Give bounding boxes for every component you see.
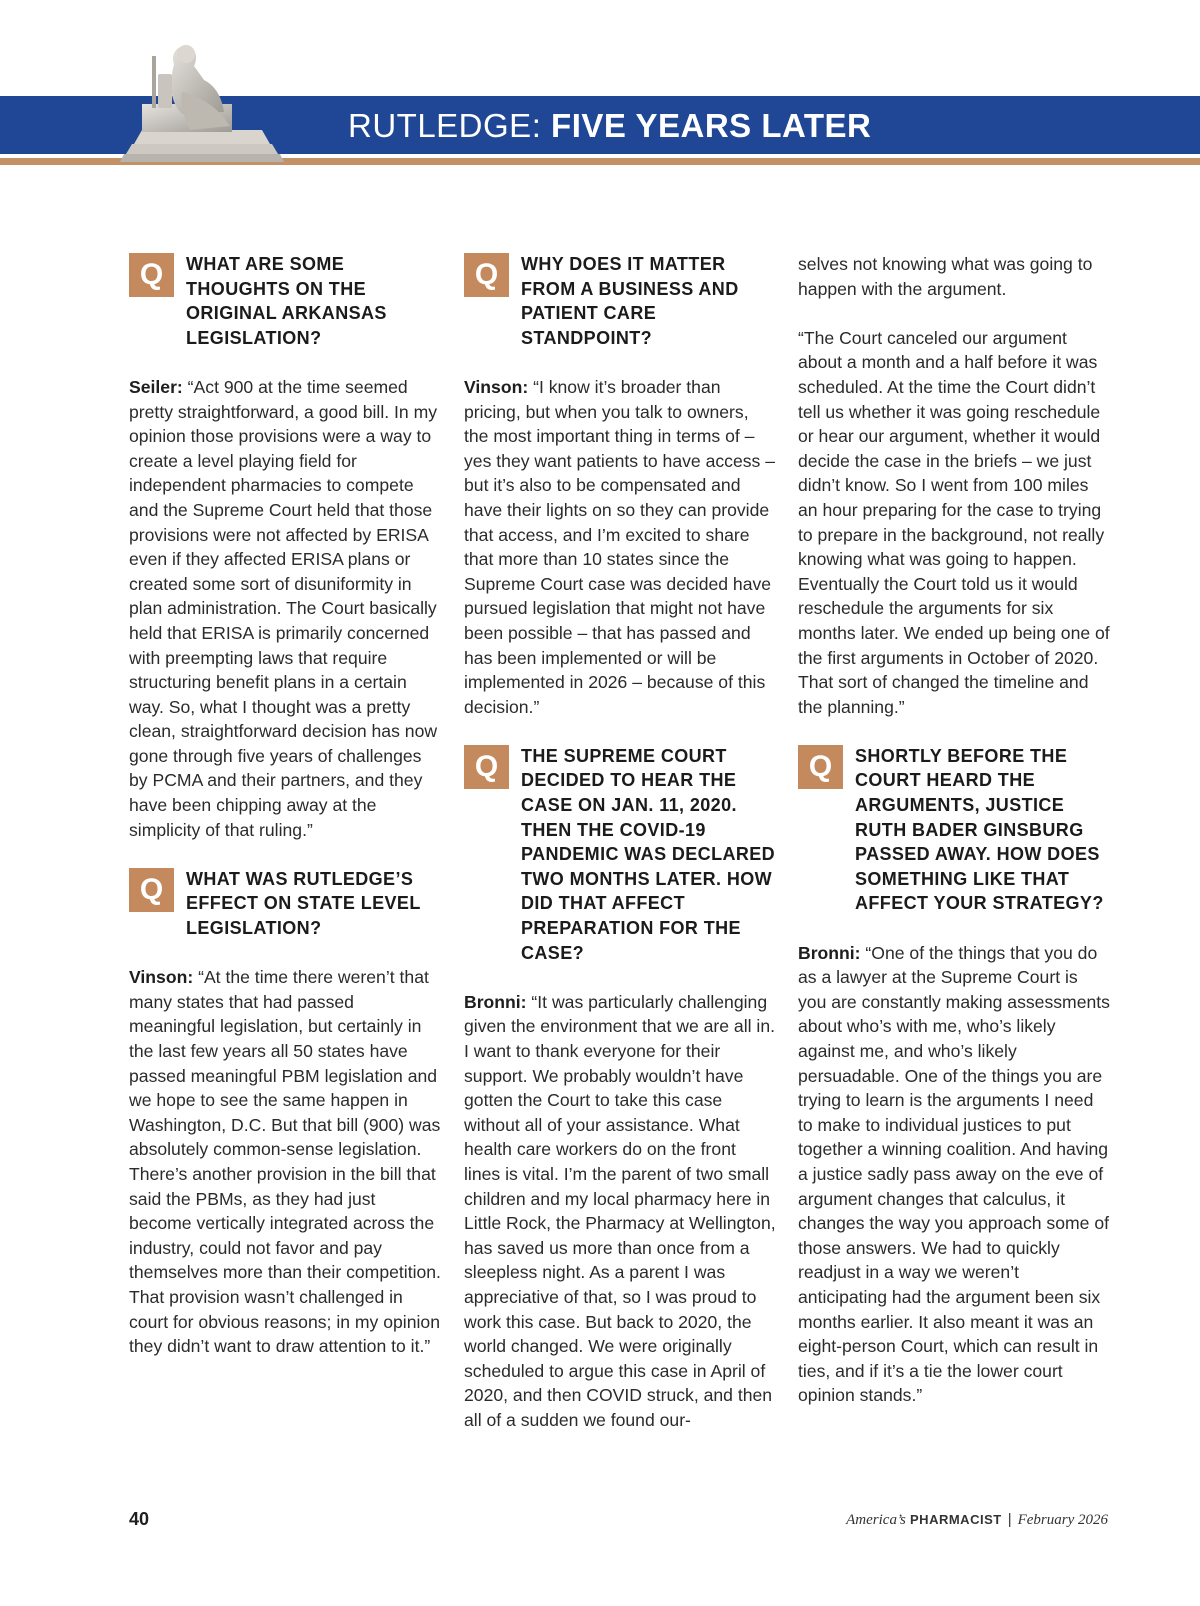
answer-paragraph: [129, 375, 441, 842]
header-title-bold: FIVE YEARS LATER: [551, 107, 872, 144]
header-title-light: RUTLEDGE:: [348, 107, 542, 144]
magazine-name-italic: America’s: [846, 1512, 906, 1528]
speaker-name: Vinson:: [129, 967, 194, 988]
question-heading: WHAT ARE SOME THOUGHTS ON THE ORIGINAL ARKANSAS LEGISLATION?: [186, 254, 387, 348]
column-3: [798, 252, 1110, 1433]
answer-text: “At the time there weren’t that many states that had passed meaningful legislation, but certainly in the last few years all 50 states have passed meaningful PBM legislation and we hope to see the same happen in Washington, D.C. But that bill (900) was absolutely common-sense legislation. There’s another provision in the bill that said the PBMs, as they had just become vertically integrated across the industry, could not favor and pay themselves more than their competition. That provision wasn’t challenged in court for obvious reasons; in my opinion they didn’t want to draw attention to it.”: [129, 967, 441, 1357]
q-badge-icon: Q: [464, 745, 509, 789]
answer-paragraph: [464, 375, 776, 719]
question-block: [464, 252, 776, 350]
page-header-title: [348, 106, 871, 146]
question-block: [129, 867, 441, 941]
speaker-name: Seiler:: [129, 376, 183, 397]
page-number: 40: [129, 1509, 150, 1529]
magazine-name-bold: PHARMACIST: [910, 1512, 1002, 1527]
q-badge-icon: Q: [129, 868, 174, 912]
footer-separator: |: [1007, 1511, 1012, 1528]
speaker-name: Bronni:: [798, 942, 861, 963]
answer-text: “Act 900 at the time seemed pretty straightforward, a good bill. In my opinion those provisions were a way to create a level playing field for independent pharmacies to compete and the Supreme Court held that those provisions were not affected by ERISA even if they affected ERISA plans or created some sort of disuniformity in plan administration. The Court basically held that ERISA is primarily concerned with preempting laws that require structuring benefit plans in a certain way. So, what I thought was a pretty clean, straightforward decision has now gone through five years of challenges by PCMA and their partners, and they have been chipping away at the simplicity of that ruling.”: [129, 376, 438, 840]
statue-icon: [112, 34, 292, 162]
speaker-name: Vinson:: [464, 376, 529, 397]
question-block: [129, 252, 441, 350]
column-2: [464, 252, 776, 1457]
footer-masthead: [846, 1511, 1108, 1529]
answer-paragraph: [798, 941, 1110, 1408]
issue-date: February 2026: [1017, 1512, 1108, 1528]
q-badge-icon: Q: [464, 253, 509, 297]
answer-paragraph: “The Court canceled our argument about a month and a half before it was scheduled. At the time the Court didn’t tell us whether it was going reschedule or hear our argument, whether it would decide the case in the briefs – we just didn’t know. So I went from 100 miles an hour preparing for the case to trying to prepare in the background, not really knowing what was going to happen. Eventually the Court told us it would reschedule the arguments for six months later. We ended up being one of the first arguments in October of 2020. That sort of changed the timeline and the planning.”: [798, 327, 1110, 717]
question-heading: WHAT WAS RUTLEDGE’S EFFECT ON STATE LEVEL LEGISLATION?: [186, 868, 421, 939]
continued-paragraph: selves not knowing what was going to happen with the argument.: [798, 254, 1093, 299]
q-badge-icon: Q: [798, 745, 843, 789]
speaker-name: Bronni:: [464, 991, 527, 1012]
question-heading: WHY DOES IT MATTER FROM A BUSINESS AND PATIENT CARE STANDPOINT?: [521, 254, 739, 348]
answer-text: “One of the things that you do as a lawyer at the Supreme Court is you are constantly making assessments about who’s with me, who’s likely against me, and who’s likely persuadable. One of the things you are trying to learn is the arguments I need to make to individual justices to put together a winning coalition. And having a justice sadly pass away on the eve of argument changes that calculus, it changes the way you approach some of those answers. We had to quickly readjust in a way we weren’t anticipating had the argument been six months earlier. It also meant it was an eight-person Court, which can result in ties, and if it’s a tie the lower court opinion stands.”: [798, 942, 1110, 1406]
answer-paragraph: [464, 990, 776, 1433]
q-badge-icon: Q: [129, 253, 174, 297]
question-heading: SHORTLY BEFORE THE COURT HEARD THE ARGUMENTS, JUSTICE RUTH BADER GINSBURG PASSED AWAY. HOW DOES SOMETHING LIKE THAT AFFECT YOUR STRATEGY?: [855, 745, 1104, 914]
answer-text: “It was particularly challenging given the environment that we are all in. I want to thank everyone for their support. We probably wouldn’t have gotten the Court to take this case without all of your assistance. What health care workers do on the front lines is vital. I’m the parent of two small children and my local pharmacy here in Little Rock, the Pharmacy at Wellington, has saved us more than once from a sleepless night. As a parent I was appreciative of that, so I was proud to work this case. But back to 2020, the world changed. We were originally scheduled to argue this case in April of 2020, and then COVID struck, and then all of a sudden we found our-: [464, 991, 776, 1430]
answer-paragraph: [129, 965, 441, 1359]
question-block: [798, 744, 1110, 916]
answer-text: “I know it’s broader than pricing, but when you talk to owners, the most important thing in terms of – yes they want patients to have access – but it’s also to be compensated and have their lights on so they can provide that access, and I’m excited to share that more than 10 states since the Supreme Court case was decided have pursued legislation that might not have been possible – that has passed and has been implemented or will be implemented in 2026 – because of this decision.”: [464, 376, 776, 717]
question-heading: THE SUPREME COURT DECIDED TO HEAR THE CASE ON JAN. 11, 2020. THEN THE COVID-19 PANDEMIC WAS DECLARED TWO MONTHS LATER. HOW DID THAT AFFECT PREPARATION FOR THE CASE?: [521, 745, 776, 963]
column-1: [129, 252, 441, 1383]
question-block: [464, 744, 776, 965]
